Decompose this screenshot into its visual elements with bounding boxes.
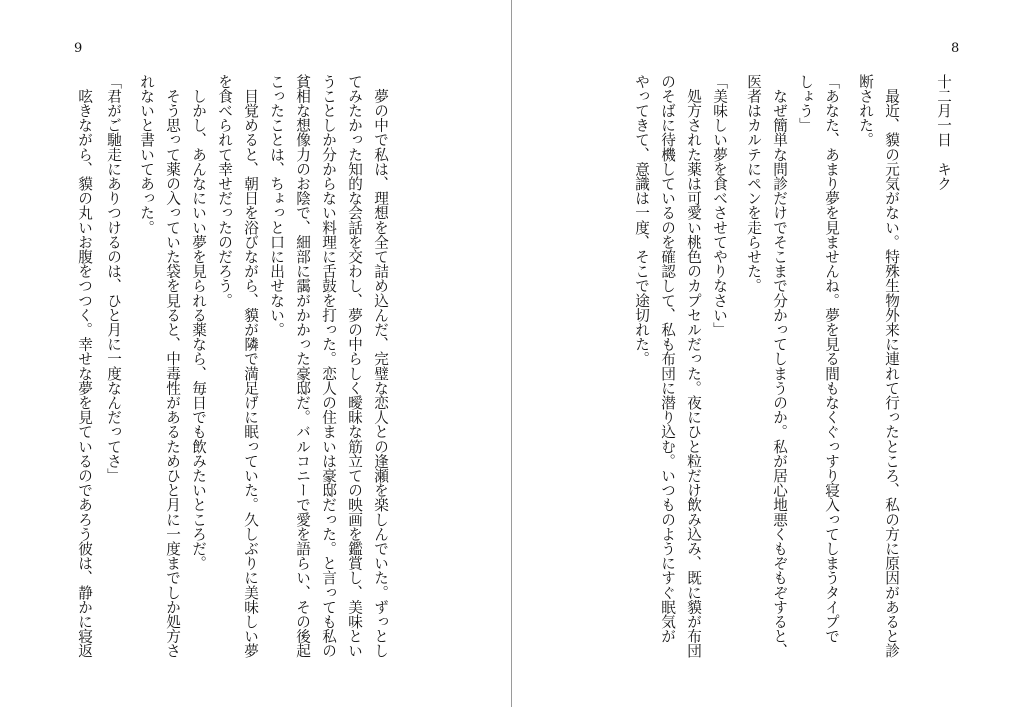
text-line: 最近、貘の元気がない。特殊生物外来に連れて行ったところ、私の方に原因があると診 xyxy=(883,74,900,658)
left-page-number: 9 xyxy=(74,41,83,56)
text-line: 「美味しい夢を食べさせてやりなさい」 xyxy=(711,74,728,337)
text-line: 「君がご馳走にありつけるのは、ひと月に一度なんだってさ」 xyxy=(105,74,122,483)
text-line: 断された。 xyxy=(857,74,874,147)
right-page-number: 8 xyxy=(951,41,960,56)
text-line: 医者はカルテにペンを走らせた。 xyxy=(745,74,762,293)
text-line: を食べられて幸せだったのだろう。 xyxy=(216,74,233,308)
text-line: やってきて、意識は一度、そこで途切れた。 xyxy=(633,74,650,366)
text-line: 「あなた、あまり夢を見ませんね。夢を見る間もなくぐっすり寝入ってしまうタイプで xyxy=(823,74,840,644)
right-page xyxy=(512,0,1024,707)
text-line: 夢の中で私は、理想を全て詰め込んだ、完璧な恋人との逢瀬を楽しんでいた。ずっとし xyxy=(372,74,389,658)
text-line: そう思って薬の入っていた袋を見ると、中毒性があるためひと月に一度までしか処方さ xyxy=(164,74,181,658)
text-line: 呟きながら、貘の丸いお腹をつつく。幸せな夢を見ているのであろう彼は、静かに寝返 xyxy=(76,74,93,658)
text-line: しょう」 xyxy=(797,74,814,133)
text-line: れないと書いてあった。 xyxy=(138,74,155,235)
text-line: のそばに待機しているのを確認して、私も布団に潜り込む。いつものようにすぐ眠気が xyxy=(659,74,676,644)
text-line: こったことは、ちょっと口に出せない。 xyxy=(268,74,285,337)
text-line: 目覚めると、朝日を浴びながら、貘が隣で満足げに眠っていた。久しぶりに美味しい夢 xyxy=(242,74,259,658)
text-line: うことしか分からない料理に舌鼓を打った。恋人の住まいは豪邸だった。と言っても私の xyxy=(320,74,337,658)
left-page xyxy=(0,0,511,707)
chapter-title: 十二月一日 キク xyxy=(935,74,952,191)
text-line: 貧相な想像力のお陰で、細部に靄がかかった豪邸だ。バルコニーで愛を語らい、その後起 xyxy=(294,74,311,658)
text-line: しかし、あんなにいい夢を見られる薬なら、毎日でも飲みたいところだ。 xyxy=(190,74,207,571)
text-line: 処方された薬は可愛い桃色のカプセルだった。夜にひと粒だけ飲み込み、既に貘が布団 xyxy=(685,74,702,658)
text-line: てみたかった知的な会話を交わし、夢の中らしく曖昧な筋立ての映画を鑑賞し、美味とい xyxy=(346,74,363,658)
text-line: なぜ簡単な問診だけでそこまで分かってしまうのか。私が居心地悪くもぞもぞすると、 xyxy=(771,74,788,658)
